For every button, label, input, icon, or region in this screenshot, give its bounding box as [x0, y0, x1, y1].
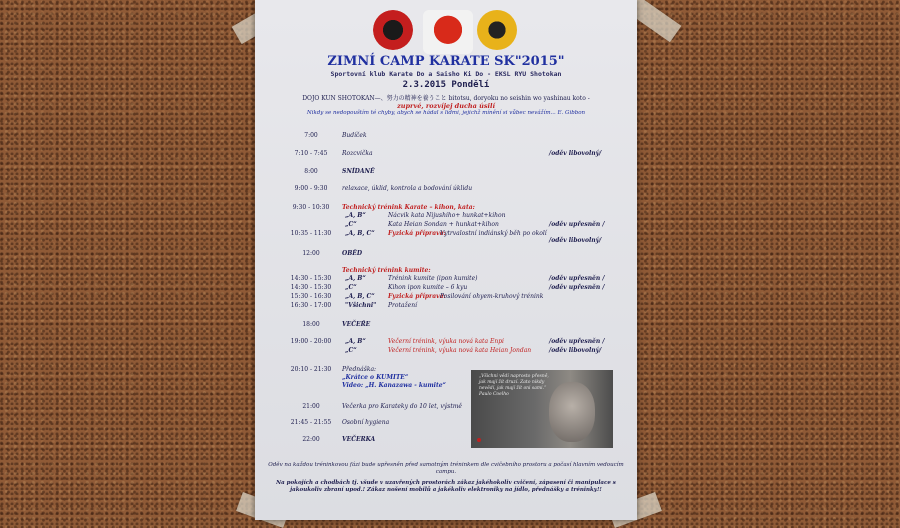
dojo-kun-line: DOJO KUN SHOTOKAN—、努力の精神を養うこと bitotsu, doryoku no seishin wo yashinau koto - — [302, 95, 590, 102]
schedule-activity: Technický trénink kumite: — [342, 267, 431, 274]
schedule-time: 10:35 - 11:30 — [290, 230, 332, 237]
club-logo-center — [423, 10, 473, 54]
group-label: „A, B, C“ — [345, 293, 375, 300]
group-label: „C“ — [345, 347, 357, 354]
group-label: "Všichni" — [345, 302, 377, 309]
group-label: „C“ — [345, 221, 357, 228]
schedule-detail: Trénink kumite (ipon kumite) — [388, 275, 478, 282]
schedule-activity: Technický trénink Karate – kihon, kata: — [342, 204, 475, 211]
video-title: Video: „H. Kanazawa - kumite“ — [342, 382, 447, 389]
event-date: 2.3.2015 Pondělí — [402, 80, 490, 90]
schedule-activity: VEČERKA — [342, 436, 376, 443]
club-subtitle: Sportovní klub Karate Do a Saisho Ki Do - EKSL RYU Shotokan — [330, 70, 562, 78]
schedule-time: 15:30 - 16:30 — [290, 293, 332, 300]
schedule-time: 9:30 - 10:30 — [292, 204, 330, 211]
dress-note: /oděv libovolný/ — [549, 347, 602, 354]
schedule-detail: Večerní trénink, výuka nová kata Heian Jondan — [388, 347, 532, 354]
dress-note: /oděv upřesněn / — [549, 221, 605, 228]
schedule-activity: Rozcvička — [342, 150, 373, 157]
schedule-time: 19:00 - 20:00 — [290, 338, 332, 345]
schedule-time: 20:10 - 21:30 — [290, 366, 332, 373]
schedule-activity: VEČEŘE — [342, 321, 371, 328]
group-label: „A, B“ — [345, 212, 366, 219]
dress-note: /oděv upřesněn / — [549, 275, 605, 282]
lecture-title: „Krátce o KUMITE“ — [342, 374, 409, 381]
schedule-time: 9:00 - 9:30 — [294, 185, 328, 192]
dress-note: /oděv upřesněn / — [549, 338, 605, 345]
schedule-activity: OBĚD — [342, 250, 363, 257]
schedule-detail: Večerní trénink, výuka nová kata Enpi — [388, 338, 504, 345]
schedule-detail: Kihon ipon kumite – 6 kyu — [388, 284, 468, 291]
dress-note: /oděv libovolný/ — [549, 150, 602, 157]
schedule-time: 7:00 — [304, 132, 318, 139]
group-label: „C“ — [345, 284, 357, 291]
schedule-activity: Přednáška: — [342, 366, 377, 373]
red-dot-icon — [477, 438, 481, 442]
schedule-activity: relaxace, úklid, kontrola a bodování úklidu — [342, 185, 473, 192]
group-label: „A, B“ — [345, 338, 366, 345]
schedule-label: Fyzická příprava: — [388, 293, 446, 300]
dress-note-footer: Oděv na každou tréninkovou fázi bude upřesněn před samotným tréninkem dle cvičebního prostoru a počasí hlavním vedoucím campu. — [268, 462, 624, 476]
schedule-label: Fyzická příprava: — [388, 230, 446, 237]
schedule-time: 22:00 — [302, 436, 320, 443]
schedule-time: 16:30 - 17:00 — [290, 302, 332, 309]
schedule-detail: Kata Heian Sondan + hunkat+kihon — [388, 221, 499, 228]
poster — [255, 0, 637, 520]
schedule-detail: Protažení — [388, 302, 418, 309]
gibbon-quote: Nikdy se nedopouštím té chyby, abych se hádal s lidmi, jejichž mínění si vůbec nevážím... E. Gibbon — [306, 110, 586, 116]
club-logo-right — [477, 10, 517, 50]
schedule-time: 14:30 - 15:30 — [290, 275, 332, 282]
schedule-activity: Večerka pro Karateky do 10 let, výstmě — [342, 403, 462, 410]
poster-title: ZIMNÍ CAMP KARATE SK"2015" — [327, 54, 565, 69]
schedule-time: 14:30 - 15:30 — [290, 284, 332, 291]
photo-quote: „Všichni vědí naprosto přesně, jak mají žít druzí. Zato nikdy nevědí, jak mají žít oni sami.“ Paulo Coelho — [479, 374, 549, 397]
group-label: „A, B, C“ — [345, 230, 375, 237]
logos — [255, 10, 637, 52]
club-logo-left — [373, 10, 413, 50]
rules-footer: Na pokojích a chodbách tj. všude v uzavřených prostorách zákaz jakéhokoliv cvičení, zápasení či manipulace s jakoukoliv zbraní upod.! Zákaz nošení mobilů a jakékoliv elektroniky na jídlo, přednášky a tréninky!! — [276, 480, 616, 494]
schedule-activity: Budíček — [342, 132, 367, 139]
schedule-time: 21:00 — [302, 403, 320, 410]
dojo-kun-czech: zuprvé, rozvíjej ducha úsilí — [397, 102, 495, 110]
schedule-activity: Osobní hygiena — [342, 419, 390, 426]
schedule-detail: Vytrvalostní indiánský běh po okolí — [440, 230, 547, 237]
coelho-photo — [471, 370, 613, 448]
schedule-time: 8:00 — [304, 168, 318, 175]
schedule-time: 21:45 - 21:55 — [290, 419, 332, 426]
schedule-time: 7:10 - 7:45 — [294, 150, 328, 157]
dress-note: /oděv upřesněn / — [549, 284, 605, 291]
schedule-activity: SNÍDANĚ — [342, 168, 375, 175]
portrait — [549, 382, 595, 442]
schedule-time: 18:00 — [302, 321, 320, 328]
group-label: „A, B“ — [345, 275, 366, 282]
dress-note: /oděv libovolný/ — [549, 237, 602, 244]
schedule-detail: Nácvik kata Nijushiho+ hunkat+kihon — [388, 212, 506, 219]
schedule-time: 12:00 — [302, 250, 320, 257]
schedule-detail: Posilování ohyem-kruhový trénink — [440, 293, 544, 300]
